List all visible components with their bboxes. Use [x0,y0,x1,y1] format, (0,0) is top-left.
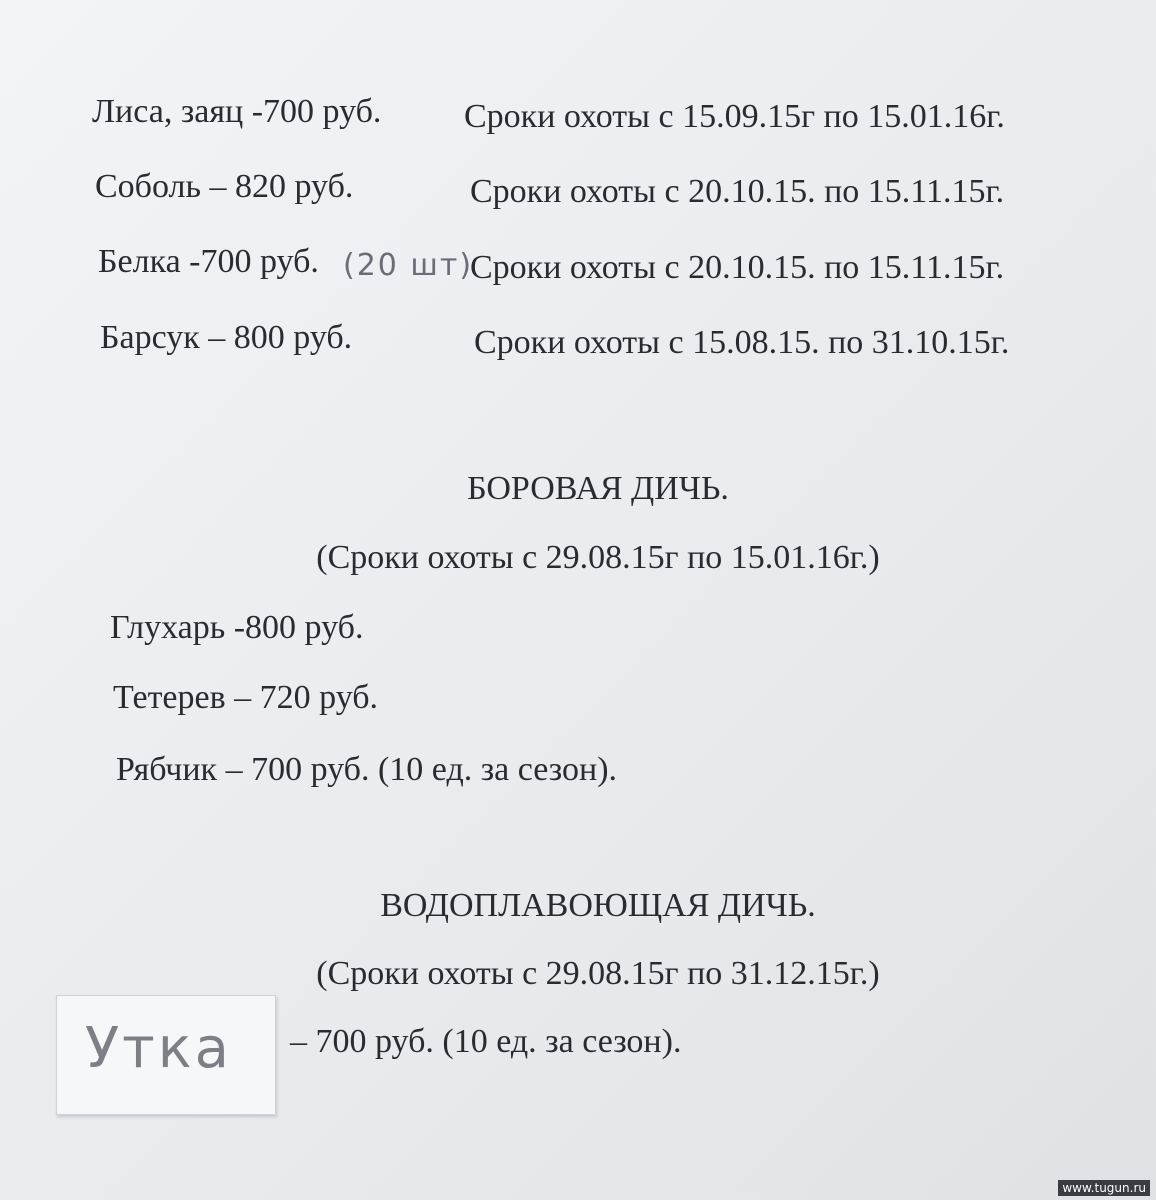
animal-badger-price: Барсук – 800 руб. [100,319,353,356]
squirrel-handwritten-note: (20 шт) [343,248,474,283]
waterfowl-heading: ВОДОПЛАВОЮЩАЯ ДИЧЬ. [380,887,816,924]
upland-game-season: (Сроки охоты с 29.08.15г по 15.01.16г.) [316,539,880,576]
animal-squirrel-price: Белка -700 руб. [98,243,319,280]
animal-sable-season: Сроки охоты с 20.10.15. по 15.11.15г. [470,173,1005,210]
animal-squirrel-season: Сроки охоты с 20.10.15. по 15.11.15г. [470,249,1005,286]
animal-fox-hare-price: Лиса, заяц -700 руб. [92,93,382,130]
animal-badger-season: Сроки охоты с 15.08.15. по 31.10.15г. [474,324,1010,361]
duck-sticker [56,995,276,1115]
waterfowl-item-duck-price: – 700 руб. (10 ед. за сезон). [290,1023,682,1060]
upland-item-capercaillie: Глухарь -800 руб. [110,609,364,646]
upland-game-heading: БОРОВАЯ ДИЧЬ. [467,470,729,507]
waterfowl-season: (Сроки охоты с 29.08.15г по 31.12.15г.) [316,955,880,992]
upland-item-hazel-grouse: Рябчик – 700 руб. (10 ед. за сезон). [116,751,618,788]
animal-sable-price: Соболь – 820 руб. [95,168,354,205]
site-watermark: www.tugun.ru [1058,1180,1150,1196]
upland-item-black-grouse: Тетерев – 720 руб. [113,679,379,716]
duck-sticker-label: Утка [85,1016,232,1081]
animal-fox-hare-season: Сроки охоты с 15.09.15г по 15.01.16г. [464,98,1005,135]
